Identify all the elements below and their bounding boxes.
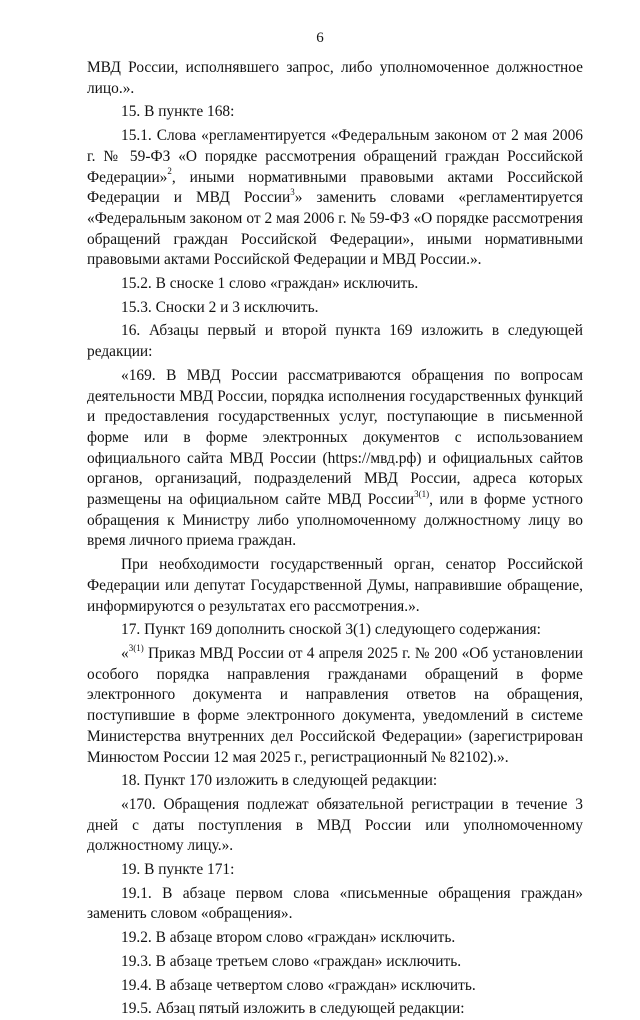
paragraph: 15.3. Сноски 2 и 3 исключить. xyxy=(121,298,319,316)
footnote-ref: 3 xyxy=(290,187,295,198)
footnote-ref: 3(1) xyxy=(128,642,144,653)
paragraph: «170. Обращения подлежат обязательной регистрации в течение 3 дней с даты поступления в МВД России или уполномоченному должностному лицу.». xyxy=(87,795,583,855)
paragraph: 19. В пункте 171: xyxy=(121,861,235,879)
page-number: 6 xyxy=(316,30,324,46)
paragraph xyxy=(87,126,583,271)
footnote-ref: 2 xyxy=(167,166,172,177)
paragraph: 19.4. В абзаце четвертом слово «граждан» исключить. xyxy=(121,976,476,994)
paragraph: 15.2. В сноске 1 слово «граждан» исключить. xyxy=(121,275,419,293)
text-segment: Приказ МВД России от 4 апреля 2025 г. № 200 «Об установлении особого порядка направления гражданами обращений в форме электронного документа и направления ответов на обращения, поступившие в форме электронного документа, уведомлений в системе Министерства внутренних дел Российской Федерации» (зарегистрирован Минюстом России 12 мая 2025 г., регистрационный № 82102).». xyxy=(87,644,583,766)
document-body xyxy=(87,58,583,1020)
paragraph: 15. В пункте 168: xyxy=(121,103,235,121)
paragraph: 19.2. В абзаце втором слово «граждан» исключить. xyxy=(121,929,456,947)
paragraph: 19.1. В абзаце первом слова «письменные обращения граждан» заменить словом «обращения». xyxy=(87,884,583,923)
paragraph: 18. Пункт 170 изложить в следующей редакции: xyxy=(121,772,438,790)
text-segment: , иными нормативными правовыми актами Российской Федерации и МВД России xyxy=(87,168,583,207)
text-segment: , или в форме устного обращения к Министру либо уполномоченному должностному лицу во время личного приема граждан. xyxy=(87,491,583,550)
paragraph: МВД России, исполнявшего запрос, либо уполномоченное должностное лицо.». xyxy=(87,59,583,97)
footnote-ref: 3(1) xyxy=(414,488,430,499)
text-segment: « xyxy=(121,644,129,662)
paragraph xyxy=(87,366,583,552)
text-segment: «169. В МВД России рассматриваются обращения по вопросам деятельности МВД России, порядка исполнения государственных функций и предоставления государственных услуг, поступающие в письменной форме или в форме электронных документов с использованием официального сайта МВД России (https://мвд.рф) и официальных сайтов органов, организаций, подразделений МВД России, адреса которых размещены на официальном сайте МВД России xyxy=(87,366,583,509)
paragraph: 19.5. Абзац пятый изложить в следующей редакции: xyxy=(121,1000,465,1018)
paragraph: 16. Абзацы первый и второй пункта 169 изложить в следующей редакции: xyxy=(87,322,583,361)
text-segment: » заменить словами «регламентируется «Федеральным законом от 2 мая 2006 г. № 59-ФЗ «О порядке рассмотрения обращений граждан Российской Федерации», иными нормативными правовыми актами Российской Федерации и МВД России.». xyxy=(87,189,583,269)
paragraph xyxy=(87,644,583,768)
paragraph: 19.3. В абзаце третьем слово «граждан» исключить. xyxy=(121,952,462,970)
paragraph: 17. Пункт 169 дополнить сноской 3(1) следующего содержания: xyxy=(121,621,541,639)
paragraph: При необходимости государственный орган, сенатор Российской Федерации или депутат Государственной Думы, направившие обращение, информируются о результатах его рассмотрения.». xyxy=(87,556,583,615)
text-segment: 15.1. Слова «регламентируется «Федеральным законом от 2 мая 2006 г. № 59-ФЗ «О порядке рассмотрения обращений граждан Российской Федерации» xyxy=(87,127,583,186)
